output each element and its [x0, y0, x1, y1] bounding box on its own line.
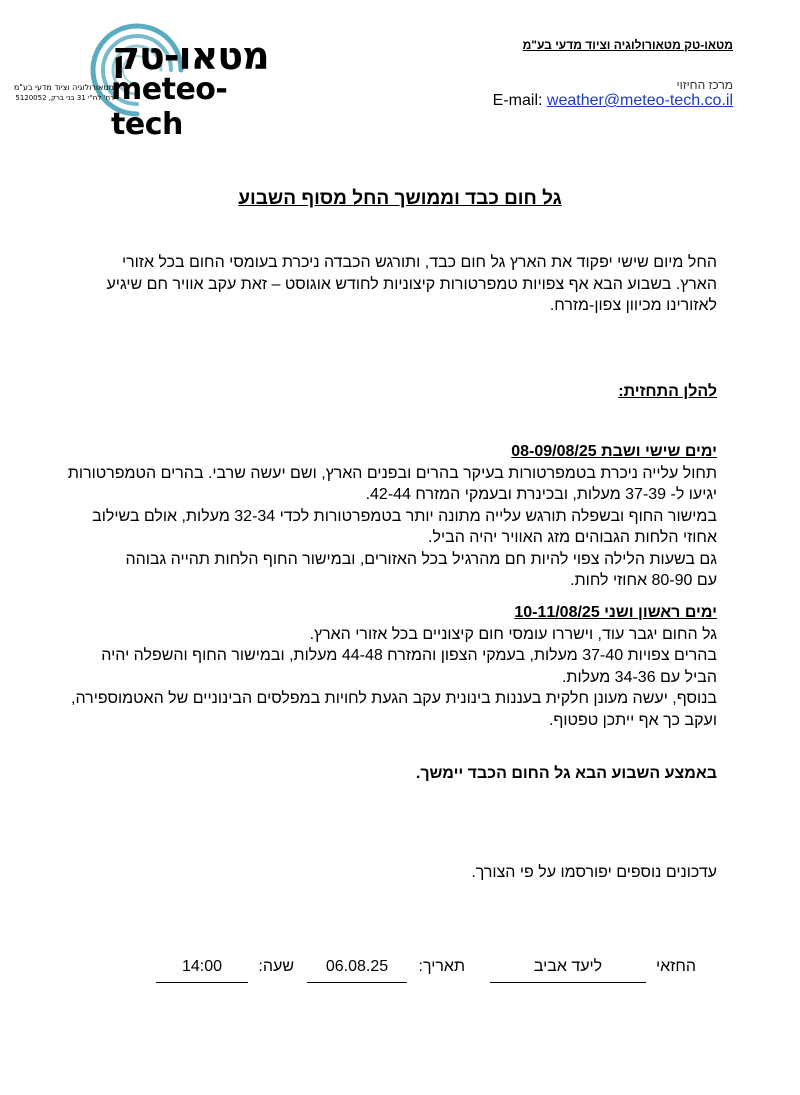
section-line: במישור החוף ובשפלה תורגש עלייה מתונה יותר בטמפרטורות לכדי 32-34 מעלות, אולם בשילוב — [92, 507, 717, 525]
forecaster-name-field — [490, 956, 646, 983]
time-value: 14:00 — [181, 958, 223, 975]
company-name: מטאו-טק מטאורולוגיה וציוד מדעי בע"מ — [522, 38, 733, 52]
section-line: בהרים צפויות 37-40 מעלות, בעמקי הצפון והמזרח 44-48 מעלות, ובמישור החוף והשפלה יהיה — [101, 647, 717, 664]
intro-line: הארץ. בשבוע הבא אף צפויות טמפרטורות קיצוניות לחודש אוגוסט – זאת עקב אוויר חם שיגיע — [106, 275, 717, 293]
logo-hebrew-text: מטאו-טק — [112, 34, 269, 78]
section-line: בנוסף, יעשה מעונן חלקית בעננות בינונית עקב הגעת לחויות במפלסים הבינוניים של האטמוספירה, — [71, 690, 717, 707]
date-value: 06.08.25 — [325, 958, 389, 975]
email-link[interactable]: weather@meteo-tech.co.il — [546, 92, 733, 109]
date-field — [307, 956, 407, 983]
logo-latin-text: meteo-tech — [111, 72, 228, 142]
email-label: E-mail: — [492, 92, 543, 109]
section-heading: ימים ראשון ושני 10-11/08/25 — [514, 604, 717, 621]
email-line — [493, 92, 733, 110]
logo-subline: מטאורולוגיה וציוד מדעי בע"מ — [13, 83, 114, 92]
section-line: אחוזי הלחות הגבוהים מזג האוויר יהיה הביל. — [428, 529, 717, 546]
forecast-heading: להלן התחזית: — [618, 383, 717, 400]
section-line: ועקב כך אף ייתכן טפטוף. — [548, 711, 717, 729]
section-line: תחול עלייה ניכרת בטמפרטורות בעיקר בהרים ובפנים הארץ, ושם יעשה שרבי. בהרים הטמפרטורות — [67, 464, 717, 482]
section-line: הביל עם 34-36 מעלות. — [561, 668, 717, 686]
forecaster-name: ליעד אביב — [533, 958, 603, 975]
forecaster-label: החזאי — [655, 958, 696, 975]
logo-address: רח' לח"י 31 בני ברק, 5120052 — [15, 94, 114, 102]
forecast-section-sun-mon — [71, 602, 717, 731]
section-heading: ימים שישי ושבת 08-09/08/25 — [511, 443, 717, 460]
section-line: יגיעו ל- 37-39 מעלות, ובכינרת ובעמקי המזרח 42-44. — [365, 486, 717, 503]
document-title: גל חום כבד וממושך החל מסוף השבוע — [238, 188, 562, 209]
intro-line: החל מיום שישי יפקוד את הארץ גל חום כבד, ותורגש הכבדה ניכרת בעומסי החום בכל אזורי — [121, 254, 717, 271]
date-label: תאריך: — [418, 958, 465, 975]
time-field — [156, 956, 248, 983]
section-line: גם בשעות הלילה צפוי להיות חם מהרגיל בכל האזורים, ובמישור החוף הלחות תהייה גבוהה — [125, 550, 717, 568]
section-line: גל החום יגבר עוד, וישררו עומסי חום קיצוניים בכל אזורי הארץ. — [309, 625, 717, 643]
forecast-center: מרכז החיזוי — [676, 78, 733, 92]
company-logo — [12, 20, 269, 142]
summary-statement: באמצע השבוע הבא גל החום הכבד יימשך. — [415, 765, 717, 782]
intro-line: לאזורינו מכיוון צפון-מזרח. — [549, 297, 717, 314]
section-line: עם 80-90 אחוזי לחות. — [570, 572, 717, 589]
time-label: שעה: — [258, 958, 294, 975]
updates-note: עדכונים נוספים יפורסמו על פי הצורך. — [471, 864, 717, 881]
intro-paragraph — [106, 252, 717, 317]
forecast-section-fri-sat — [68, 441, 717, 592]
